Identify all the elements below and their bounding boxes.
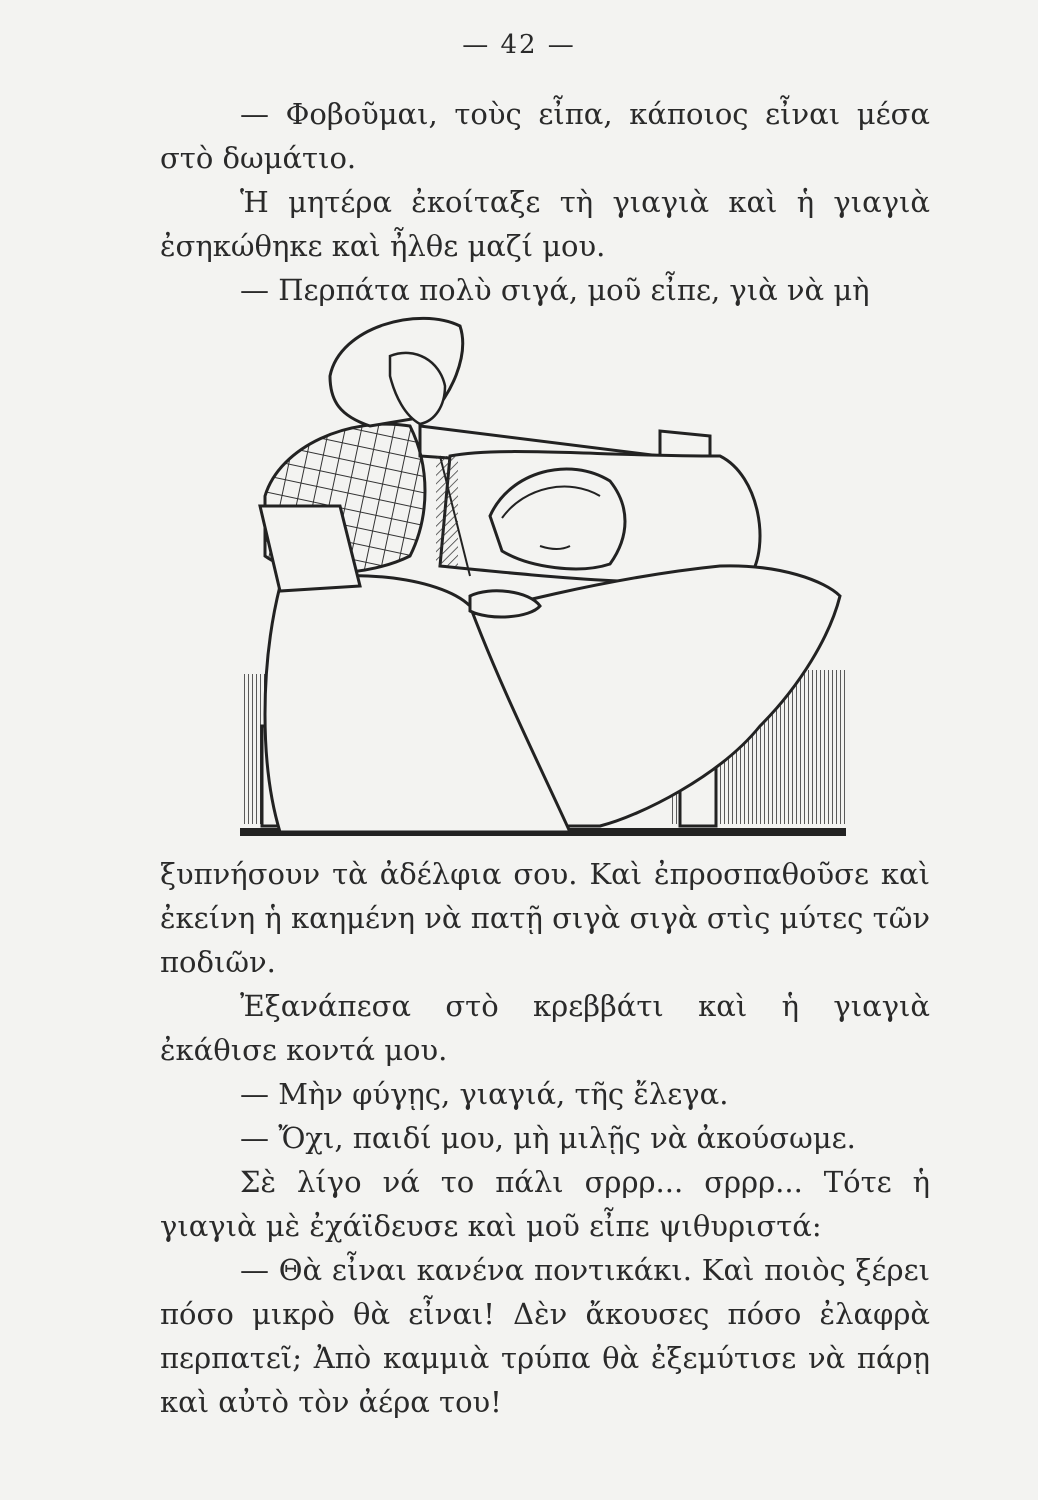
paragraph: ξυπνήσουν τὰ ἀδέλφια σου. Καὶ ἐπροσπαθοῦσε καὶ ἐκείνη ἡ καημένη νὰ πατῇ σιγὰ σιγὰ στὶς μύτες τῶν ποδιῶν. [160,857,930,979]
paragraph: — Περπάτα πολὺ σιγά, μοῦ εἶπε, γιὰ νὰ μὴ [240,273,870,307]
page-number: — 42 — [462,30,576,60]
bottom-text-block [160,852,930,1424]
paragraph: — Φοβοῦμαι, τοὺς εἶπα, κάποιος εἶναι μέσα στὸ δωμάτιο. [160,97,930,175]
illustration-grandmother-at-bedside [240,306,850,840]
hands [470,591,540,617]
paragraph: Σὲ λίγο νά το πάλι σρρρ... σρρρ... Τότε ἡ γιαγιὰ μὲ ἐχάϊδευσε καὶ μοῦ εἶπε ψιθυριστά: [160,1165,930,1243]
top-text-block [160,92,930,312]
paragraph: — Θὰ εἶναι κανένα ποντικάκι. Καὶ ποιὸς ξέρει πόσο μικρὸ θὰ εἶναι! Δὲν ἄκουσες πόσο ἐλαφρὰ περπατεῖ; Ἀπὸ καμμιὰ τρύπα θὰ ἐξεμύτισε νὰ πάρῃ καὶ αὐτὸ τὸν ἀέρα του! [160,1253,930,1419]
paragraph: Ἡ μητέρα ἐκοίταξε τὴ γιαγιὰ καὶ ἡ γιαγιὰ ἐσηκώθηκε καὶ ἦλθε μαζί μου. [160,185,930,263]
paragraph: Ἐξανάπεσα στὸ κρεββάτι καὶ ἡ γιαγιὰ ἐκάθισε κοντά μου. [160,989,930,1067]
paragraph: — Μὴν φύγῃς, γιαγιά, τῆς ἔλεγα. [240,1077,729,1111]
paragraph: — Ὄχι, παιδί μου, μὴ μιλῇς νὰ ἀκούσωμε. [240,1121,856,1155]
